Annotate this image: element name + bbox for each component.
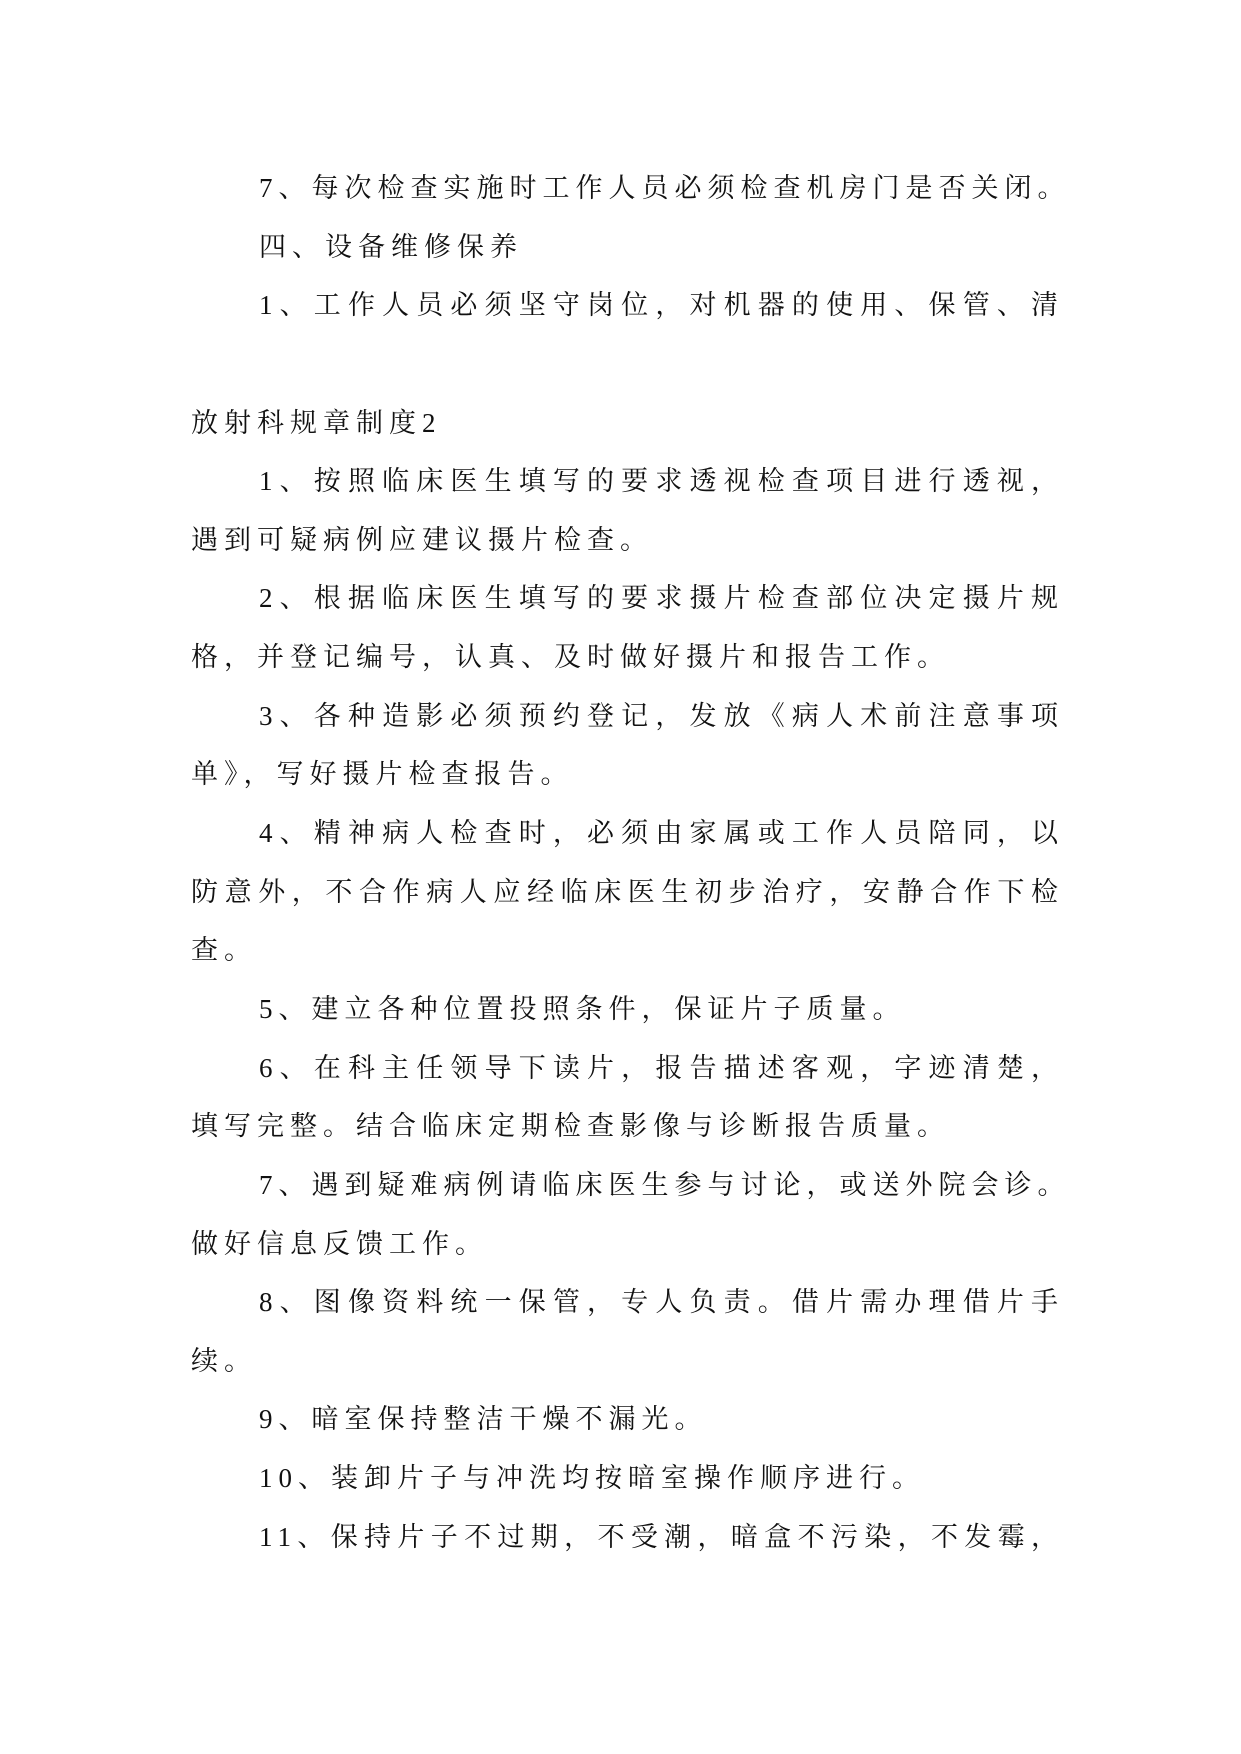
page-break-gap — [191, 335, 1064, 394]
text-line: 续。 — [191, 1345, 257, 1376]
text-line: 遇到可疑病例应建议摄片检查。 — [191, 524, 653, 555]
text-line: 填写完整。结合临床定期检查影像与诊断报告质量。 — [191, 1111, 950, 1142]
list-item — [191, 1156, 1071, 1273]
text-line: 7、每次检查实施时工作人员必须检查机房门是否关闭。 — [259, 173, 1071, 203]
list-item — [191, 1390, 1064, 1449]
list-item — [191, 1508, 1064, 1567]
text-line: 格，并登记编号，认真、及时做好摄片和报告工作。 — [191, 642, 950, 673]
list-item — [191, 804, 1064, 980]
list-item — [191, 159, 1071, 218]
previous-section — [191, 159, 1071, 335]
text-line: 单》，写好摄片检查报告。 — [191, 759, 574, 790]
text-line: 8、图像资料统一保管，专人负责。借片需办理借片手 — [259, 1287, 1064, 1318]
text-line: 1、按照临床医生填写的要求透视检查项目进行透视， — [259, 466, 1064, 497]
text-line: 2、根据临床医生填写的要求摄片检查部位决定摄片规 — [259, 583, 1064, 614]
text-line: 6、在科主任领导下读片，报告描述客观，字迹清楚， — [259, 1052, 1064, 1083]
section — [191, 394, 1071, 1567]
list-item — [191, 1273, 1064, 1390]
text-line: 10、装卸片子与冲洗均按暗室操作顺序进行。 — [259, 1463, 925, 1494]
list-item — [191, 569, 1064, 686]
list-item — [191, 276, 1064, 335]
text-line: 11、保持片子不过期，不受潮，暗盒不污染，不发霉， — [259, 1521, 1064, 1552]
document-body — [191, 159, 1071, 1566]
text-line: 5、建立各种位置投照条件，保证片子质量。 — [259, 993, 906, 1024]
text-line: 3、各种造影必须预约登记，发放《病人术前注意事项 — [259, 700, 1064, 731]
list-item — [191, 687, 1064, 804]
list-item — [191, 980, 1064, 1039]
text-line: 防意外，不合作病人应经临床医生初步治疗，安静合作下检 — [191, 876, 1064, 907]
section-heading — [191, 218, 1064, 277]
section-title: 放射科规章制度2 — [191, 407, 442, 438]
list-item — [191, 1449, 1064, 1508]
text-line: 1、工作人员必须坚守岗位，对机器的使用、保管、清 — [259, 290, 1064, 321]
text-line: 四、设备维修保养 — [259, 231, 523, 262]
text-line: 查。 — [191, 935, 257, 966]
text-line: 7、遇到疑难病例请临床医生参与讨论，或送外院会诊。 — [259, 1169, 1071, 1200]
list-item — [191, 452, 1064, 569]
text-line: 4、精神病人检查时，必须由家属或工作人员陪同，以 — [259, 818, 1064, 849]
text-line: 9、暗室保持整洁干燥不漏光。 — [259, 1404, 708, 1435]
text-line: 做好信息反馈工作。 — [191, 1228, 488, 1259]
list-item — [191, 1039, 1064, 1156]
